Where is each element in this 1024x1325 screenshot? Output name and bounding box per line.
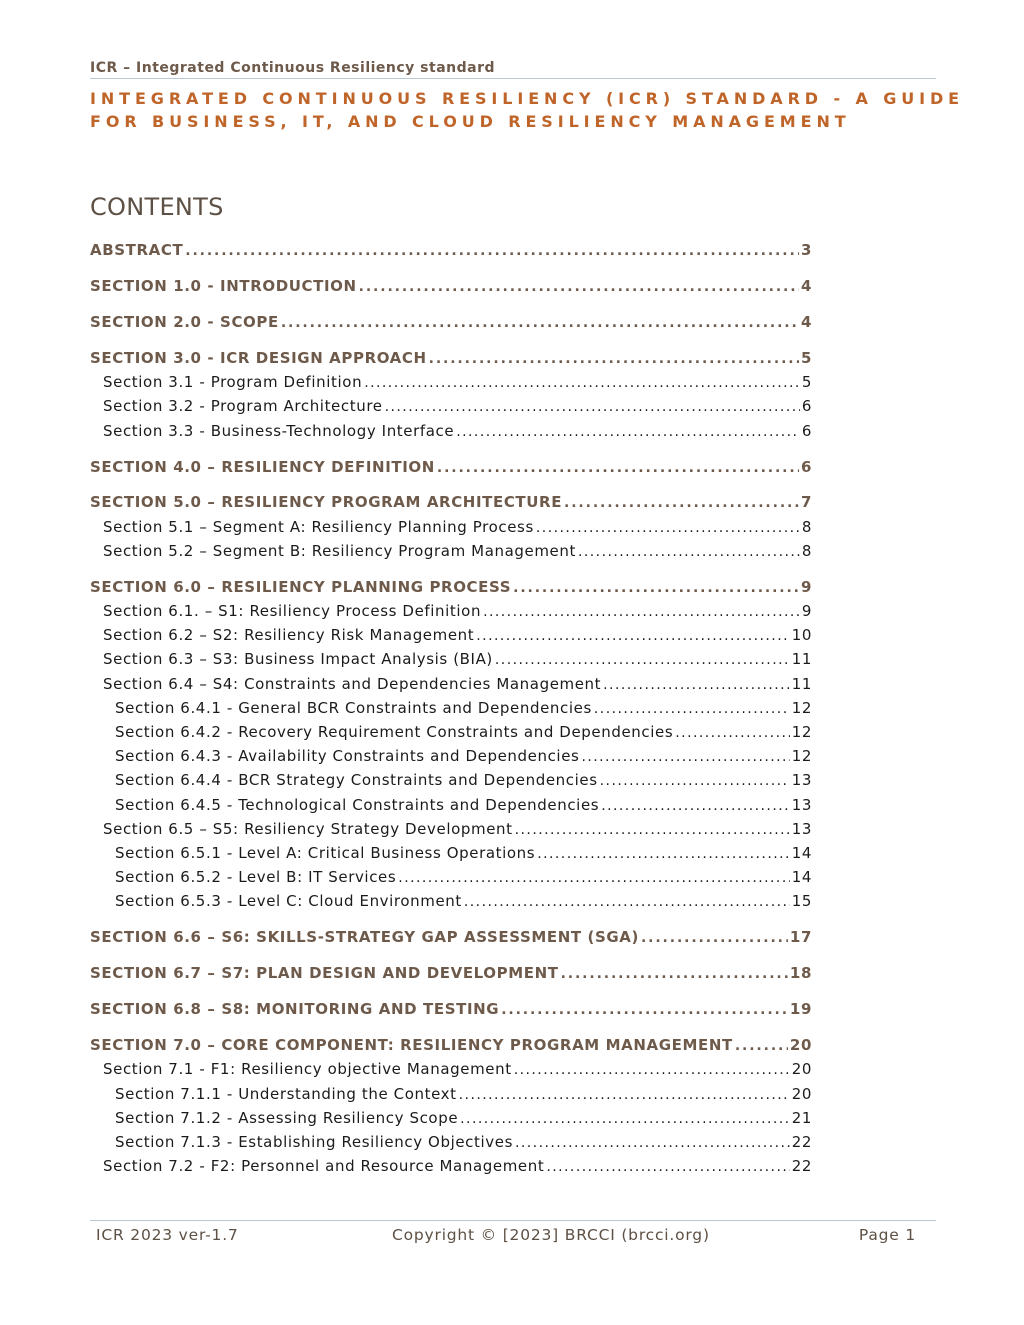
toc-entry-page: 20 bbox=[789, 1036, 812, 1055]
toc-entry[interactable] bbox=[90, 961, 812, 985]
toc-entry-title: SECTION 6.0 – RESILIENCY PLANNING PROCESS bbox=[90, 577, 512, 596]
toc-entry-page: 5 bbox=[801, 373, 812, 392]
toc-entry-page: 22 bbox=[791, 1132, 812, 1151]
toc-entry-title: Section 5.1 – Segment A: Resiliency Planning Process bbox=[103, 517, 534, 536]
toc-entry-title: Section 6.4 – S4: Constraints and Dependencies Management bbox=[103, 674, 602, 693]
toc-entry[interactable] bbox=[90, 1033, 812, 1057]
toc-entry[interactable] bbox=[90, 647, 812, 671]
footer-page-number: Page 1 bbox=[858, 1226, 916, 1244]
toc-entry-page: 5 bbox=[800, 348, 812, 367]
dot-leader bbox=[398, 865, 789, 889]
toc-entry-title: Section 6.4.2 - Recovery Requirement Constraints and Dependencies bbox=[115, 722, 674, 741]
toc-entry-title: Section 6.4.4 - BCR Strategy Constraints and Dependencies bbox=[115, 771, 598, 790]
toc-entry-page: 12 bbox=[791, 747, 812, 766]
toc-entry[interactable] bbox=[90, 696, 812, 720]
dot-leader bbox=[495, 647, 790, 671]
document-title bbox=[90, 87, 965, 133]
toc-entry-title: Section 3.1 - Program Definition bbox=[103, 373, 363, 392]
toc-entry-page: 12 bbox=[791, 698, 812, 717]
toc-entry[interactable] bbox=[90, 672, 812, 696]
toc-entry-title: Section 3.3 - Business-Technology Interface bbox=[103, 421, 455, 440]
dot-leader bbox=[459, 1082, 790, 1106]
dot-leader bbox=[359, 274, 799, 298]
toc-entry[interactable] bbox=[90, 515, 812, 539]
toc-entry[interactable] bbox=[90, 865, 812, 889]
running-title: ICR – Integrated Continuous Resiliency standard bbox=[90, 60, 936, 79]
toc-entry[interactable] bbox=[90, 1082, 812, 1106]
dot-leader bbox=[537, 841, 790, 865]
footer-copyright: Copyright © [2023] BRCCI (brcci.org) bbox=[392, 1226, 710, 1244]
toc-entry-title: Section 3.2 - Program Architecture bbox=[103, 397, 383, 416]
toc-entry-title: SECTION 2.0 - SCOPE bbox=[90, 312, 279, 331]
dot-leader bbox=[536, 515, 800, 539]
toc-entry[interactable] bbox=[90, 419, 812, 443]
toc-entry[interactable] bbox=[90, 925, 812, 949]
toc-entry[interactable] bbox=[90, 889, 812, 913]
toc-entry-page: 17 bbox=[789, 928, 812, 947]
page-footer bbox=[90, 1220, 936, 1256]
dot-leader bbox=[546, 1154, 789, 1178]
dot-leader bbox=[513, 575, 799, 599]
toc-entry-page: 10 bbox=[791, 626, 812, 645]
dot-leader bbox=[581, 744, 789, 768]
toc-entry-page: 7 bbox=[800, 493, 812, 512]
toc-entry-title: Section 6.2 – S2: Resiliency Risk Management bbox=[103, 626, 475, 645]
toc-entry-title: Section 7.1.2 - Assessing Resiliency Scope bbox=[115, 1108, 459, 1127]
toc-entry[interactable] bbox=[90, 490, 812, 514]
table-of-contents bbox=[90, 238, 812, 1178]
document-title-line-1: INTEGRATED CONTINUOUS RESILIENCY (ICR) STANDARD - A GUIDE bbox=[90, 89, 965, 108]
dot-leader bbox=[460, 1106, 790, 1130]
toc-entry-page: 9 bbox=[800, 577, 812, 596]
dot-leader bbox=[600, 768, 790, 792]
toc-entry[interactable] bbox=[90, 768, 812, 792]
dot-leader bbox=[564, 490, 799, 514]
dot-leader bbox=[515, 1130, 790, 1154]
toc-entry[interactable] bbox=[90, 1130, 812, 1154]
toc-entry-page: 4 bbox=[800, 276, 812, 295]
toc-entry-page: 14 bbox=[791, 868, 812, 887]
dot-leader bbox=[437, 455, 799, 479]
toc-entry[interactable] bbox=[90, 575, 812, 599]
toc-entry-title: SECTION 6.8 – S8: MONITORING AND TESTING bbox=[90, 1000, 500, 1019]
dot-leader bbox=[464, 889, 790, 913]
toc-entry-title: SECTION 6.7 – S7: PLAN DESIGN AND DEVELOPMENT bbox=[90, 964, 559, 983]
dot-leader bbox=[641, 925, 788, 949]
dot-leader bbox=[501, 997, 788, 1021]
dot-leader bbox=[483, 599, 800, 623]
dot-leader bbox=[476, 623, 789, 647]
dot-leader bbox=[594, 696, 790, 720]
toc-entry-title: Section 7.2 - F2: Personnel and Resource Management bbox=[103, 1157, 545, 1176]
toc-entry[interactable] bbox=[90, 744, 812, 768]
toc-entry[interactable] bbox=[90, 394, 812, 418]
toc-entry-page: 8 bbox=[801, 541, 812, 560]
toc-entry[interactable] bbox=[90, 238, 812, 262]
dot-leader bbox=[185, 238, 799, 262]
toc-entry-page: 13 bbox=[791, 771, 812, 790]
toc-entry-page: 9 bbox=[801, 602, 812, 621]
toc-entry[interactable] bbox=[90, 793, 812, 817]
toc-entry-title: SECTION 1.0 - INTRODUCTION bbox=[90, 276, 357, 295]
dot-leader bbox=[675, 720, 789, 744]
toc-entry[interactable] bbox=[90, 539, 812, 563]
page-header bbox=[90, 60, 965, 133]
toc-entry-title: Section 5.2 – Segment B: Resiliency Program Management bbox=[103, 541, 576, 560]
toc-entry[interactable] bbox=[90, 455, 812, 479]
toc-entry-title: Section 7.1 - F1: Resiliency objective Management bbox=[103, 1060, 512, 1079]
toc-entry-title: Section 7.1.1 - Understanding the Context bbox=[115, 1084, 457, 1103]
toc-entry[interactable] bbox=[90, 599, 812, 623]
toc-entry[interactable] bbox=[90, 623, 812, 647]
toc-entry-page: 12 bbox=[791, 722, 812, 741]
toc-entry[interactable] bbox=[90, 1057, 812, 1081]
toc-entry-title: SECTION 7.0 – CORE COMPONENT: RESILIENCY PROGRAM MANAGEMENT bbox=[90, 1036, 733, 1055]
toc-entry-page: 18 bbox=[789, 964, 812, 983]
toc-entry-title: Section 6.1. – S1: Resiliency Process Definition bbox=[103, 602, 482, 621]
toc-entry-page: 14 bbox=[791, 843, 812, 862]
toc-entry-title: Section 6.4.3 - Availability Constraints and Dependencies bbox=[115, 747, 580, 766]
toc-entry[interactable] bbox=[90, 310, 812, 334]
toc-entry[interactable] bbox=[90, 1106, 812, 1130]
dot-leader bbox=[429, 346, 799, 370]
toc-entry-page: 13 bbox=[791, 819, 812, 838]
footer-version: ICR 2023 ver-1.7 bbox=[96, 1226, 239, 1244]
dot-leader bbox=[515, 817, 790, 841]
toc-entry-page: 6 bbox=[801, 421, 812, 440]
toc-entry[interactable] bbox=[90, 720, 812, 744]
toc-entry-title: SECTION 6.6 – S6: SKILLS-STRATEGY GAP ASSESSMENT (SGA) bbox=[90, 928, 639, 947]
dot-leader bbox=[561, 961, 788, 985]
document-title-line-2: FOR BUSINESS, IT, AND CLOUD RESILIENCY MANAGEMENT bbox=[90, 112, 851, 131]
dot-leader bbox=[456, 419, 800, 443]
dot-leader bbox=[385, 394, 800, 418]
toc-entry-title: SECTION 3.0 - ICR DESIGN APPROACH bbox=[90, 348, 427, 367]
dot-leader bbox=[514, 1057, 790, 1081]
toc-entry-page: 8 bbox=[801, 517, 812, 536]
toc-entry-title: Section 6.5 – S5: Resiliency Strategy Development bbox=[103, 819, 513, 838]
toc-entry-page: 11 bbox=[791, 674, 812, 693]
toc-entry-title: SECTION 5.0 – RESILIENCY PROGRAM ARCHITECTURE bbox=[90, 493, 563, 512]
toc-entry-title: Section 6.3 – S3: Business Impact Analysis (BIA) bbox=[103, 650, 493, 669]
toc-entry-page: 11 bbox=[791, 650, 812, 669]
toc-entry[interactable] bbox=[90, 274, 812, 298]
toc-entry-title: Section 6.5.3 - Level C: Cloud Environment bbox=[115, 892, 462, 911]
toc-entry-page: 6 bbox=[801, 397, 812, 416]
dot-leader bbox=[578, 539, 800, 563]
toc-entry-title: ABSTRACT bbox=[90, 241, 184, 259]
toc-entry-page: 20 bbox=[791, 1060, 812, 1079]
toc-entry-title: Section 6.4.1 - General BCR Constraints and Dependencies bbox=[115, 698, 592, 717]
toc-entry-title: Section 6.5.1 - Level A: Critical Business Operations bbox=[115, 843, 536, 862]
toc-entry[interactable] bbox=[90, 841, 812, 865]
toc-entry-title: Section 7.1.3 - Establishing Resiliency Objectives bbox=[115, 1132, 513, 1151]
toc-entry[interactable] bbox=[90, 997, 812, 1021]
dot-leader bbox=[601, 793, 790, 817]
dot-leader bbox=[603, 672, 790, 696]
contents-heading: CONTENTS bbox=[90, 193, 224, 221]
toc-entry-page: 22 bbox=[791, 1157, 812, 1176]
toc-entry[interactable] bbox=[90, 817, 812, 841]
toc-entry[interactable] bbox=[90, 346, 812, 370]
toc-entry-page: 13 bbox=[791, 795, 812, 814]
dot-leader bbox=[281, 310, 799, 334]
toc-entry[interactable] bbox=[90, 370, 812, 394]
toc-entry-page: 21 bbox=[791, 1108, 812, 1127]
toc-entry-title: Section 6.4.5 - Technological Constraints and Dependencies bbox=[115, 795, 600, 814]
dot-leader bbox=[735, 1033, 788, 1057]
dot-leader bbox=[364, 370, 800, 394]
toc-entry-page: 6 bbox=[800, 457, 812, 476]
toc-entry-page: 4 bbox=[800, 312, 812, 331]
toc-entry-title: Section 6.5.2 - Level B: IT Services bbox=[115, 868, 397, 887]
toc-entry-page: 15 bbox=[791, 892, 812, 911]
toc-entry-page: 19 bbox=[789, 1000, 812, 1019]
toc-entry-page: 3 bbox=[800, 241, 812, 259]
toc-entry[interactable] bbox=[90, 1154, 812, 1178]
toc-entry-page: 20 bbox=[791, 1084, 812, 1103]
toc-entry-title: SECTION 4.0 – RESILIENCY DEFINITION bbox=[90, 457, 435, 476]
